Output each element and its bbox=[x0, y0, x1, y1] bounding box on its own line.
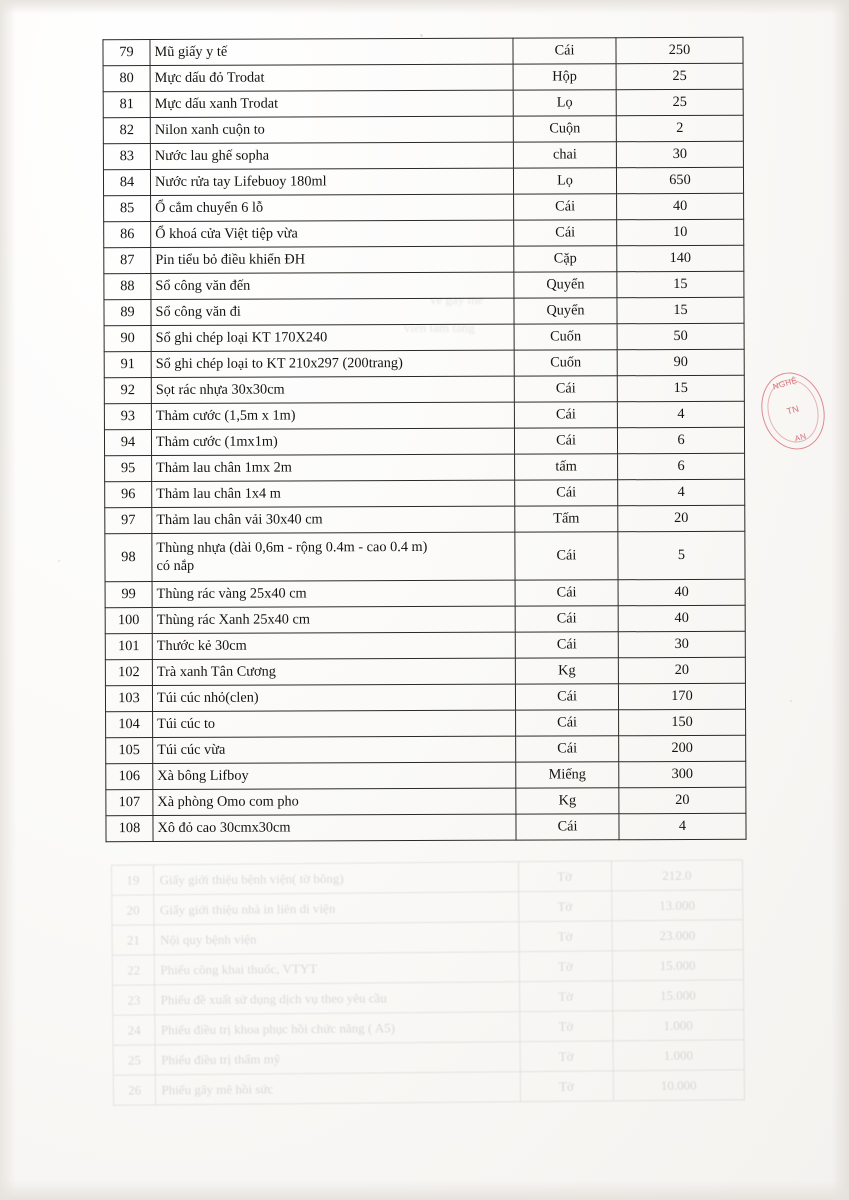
cell-no: 83 bbox=[103, 144, 150, 170]
bleed-cell-unit: Tờ bbox=[519, 981, 612, 1012]
cell-quantity: 150 bbox=[619, 709, 746, 735]
cell-quantity: 40 bbox=[618, 605, 745, 631]
table-row bbox=[105, 505, 745, 533]
cell-item-name: Nước lau ghế sopha bbox=[150, 142, 513, 169]
cell-quantity: 300 bbox=[619, 761, 746, 787]
bleed-cell-no: 25 bbox=[113, 1045, 156, 1075]
cell-quantity: 200 bbox=[619, 735, 746, 761]
bleed-cell-qty: 15.000 bbox=[612, 980, 744, 1011]
cell-item-name: Ổ khoá cửa Việt tiệp vừa bbox=[151, 220, 514, 247]
bleed-cell-name: Phiếu công khai thuốc, VTYT bbox=[155, 952, 519, 985]
table-row bbox=[106, 761, 746, 789]
cell-item-name: Thùng rác Xanh 25x40 cm bbox=[152, 606, 515, 633]
scan-speck bbox=[58, 560, 60, 562]
cell-quantity: 15 bbox=[617, 375, 744, 401]
bleed-cell-unit: Tờ bbox=[519, 951, 612, 982]
cell-no: 92 bbox=[104, 378, 151, 404]
cell-item-name: Sọt rác nhựa 30x30cm bbox=[151, 376, 514, 403]
table-row bbox=[104, 193, 744, 221]
bleed-cell-no: 19 bbox=[111, 865, 154, 895]
cell-no: 91 bbox=[104, 352, 151, 378]
table-row bbox=[106, 735, 746, 763]
cell-quantity: 30 bbox=[616, 141, 743, 167]
table-row bbox=[105, 479, 745, 507]
table-row bbox=[104, 271, 744, 299]
cell-quantity: 140 bbox=[617, 245, 744, 271]
bleed-cell-name: Phiếu điều trị khoa phục hồi chức năng ( A5) bbox=[155, 1012, 519, 1045]
cell-unit: Cái bbox=[514, 402, 617, 428]
cell-quantity: 40 bbox=[618, 579, 745, 605]
cell-item-name: Nước rửa tay Lifebuoy 180ml bbox=[150, 168, 513, 195]
table-row bbox=[104, 323, 744, 351]
bleed-cell-unit: Tờ bbox=[518, 921, 611, 952]
bleed-cell-unit: Tờ bbox=[518, 891, 611, 922]
bleed-cell-name: Phiếu đề xuất sử dụng dịch vụ theo yêu cầu bbox=[155, 982, 519, 1015]
cell-item-name-line2: có nắp bbox=[156, 557, 195, 574]
bleed-cell-qty: 1.000 bbox=[612, 1010, 744, 1041]
table-row bbox=[103, 37, 743, 65]
cell-item-name: Sổ công văn đến bbox=[151, 272, 514, 299]
cell-quantity: 6 bbox=[618, 453, 745, 479]
bleed-cell-name: Phiếu điều trị thẩm mỹ bbox=[156, 1042, 520, 1075]
cell-item-name: Xô đỏ cao 30cmx30cm bbox=[153, 814, 516, 841]
bleed-cell-no: 20 bbox=[112, 895, 155, 925]
cell-no: 82 bbox=[103, 118, 150, 144]
cell-unit: Cuốn bbox=[514, 350, 617, 376]
bleed-cell-qty: 23.000 bbox=[612, 920, 744, 951]
cell-unit: Hộp bbox=[513, 64, 616, 90]
cell-unit: Kg bbox=[516, 788, 619, 814]
cell-item-name: Nilon xanh cuộn to bbox=[150, 116, 513, 143]
cell-unit: Cái bbox=[515, 480, 618, 506]
cell-no: 87 bbox=[104, 248, 151, 274]
cell-no: 79 bbox=[103, 40, 150, 66]
cell-no: 100 bbox=[105, 608, 152, 634]
cell-item-name-line1: Thùng nhựa (dài 0,6m - rộng 0.4m - cao 0.4 m) bbox=[156, 539, 428, 557]
bleed-cell-name: Nội quy bệnh viện bbox=[154, 922, 518, 955]
bleed-word: vien tam tang bbox=[404, 320, 475, 335]
bleed-word: ve gay me bbox=[430, 292, 484, 307]
cell-unit: Cái bbox=[516, 814, 619, 840]
cell-no: 107 bbox=[106, 790, 153, 816]
table-row bbox=[104, 219, 744, 247]
cell-quantity: 4 bbox=[618, 479, 745, 505]
cell-item-name: Xà phòng Omo com pho bbox=[153, 788, 516, 815]
bleed-cell-qty: 10.000 bbox=[613, 1070, 745, 1101]
cell-unit: Cái bbox=[515, 532, 618, 580]
bleed-through-table bbox=[111, 859, 745, 1106]
cell-no: 90 bbox=[104, 326, 151, 352]
cell-item-name: Sổ ghi chép loại KT 170X240 bbox=[151, 324, 514, 351]
cell-item-name: Thước kẻ 30cm bbox=[152, 632, 515, 659]
cell-no: 101 bbox=[105, 634, 152, 660]
cell-no: 103 bbox=[105, 686, 152, 712]
cell-item-name: Sổ ghi chép loại to KT 210x297 (200trang) bbox=[151, 350, 514, 377]
cell-no: 94 bbox=[104, 430, 151, 456]
bleed-cell-no: 24 bbox=[113, 1015, 156, 1045]
cell-quantity: 20 bbox=[618, 657, 745, 683]
cell-no: 89 bbox=[104, 300, 151, 326]
cell-unit: Cái bbox=[514, 376, 617, 402]
bleed-cell-unit: Tờ bbox=[520, 1071, 613, 1102]
cell-quantity: 4 bbox=[617, 401, 744, 427]
table-row bbox=[105, 453, 745, 481]
cell-item-name: Túi cúc to bbox=[153, 710, 516, 737]
cell-no: 108 bbox=[106, 816, 153, 842]
cell-item-name: Ổ cắm chuyển 6 lỗ bbox=[151, 194, 514, 221]
bleed-cell-unit: Tờ bbox=[520, 1041, 613, 1072]
cell-no: 85 bbox=[104, 196, 151, 222]
bleed-cell-unit: Tờ bbox=[518, 861, 611, 892]
official-round-stamp bbox=[752, 365, 833, 457]
cell-quantity: 170 bbox=[618, 683, 745, 709]
cell-item-name: Thảm cước (1,5m x 1m) bbox=[151, 402, 514, 429]
cell-item-name: Pin tiểu bỏ điều khiển ĐH bbox=[151, 246, 514, 273]
cell-unit: Cuốn bbox=[514, 324, 617, 350]
scan-speck bbox=[790, 700, 792, 702]
cell-quantity: 30 bbox=[618, 631, 745, 657]
cell-item-name: Trà xanh Tân Cương bbox=[152, 658, 515, 685]
cell-no: 104 bbox=[106, 712, 153, 738]
stamp-bottom-text: AN bbox=[793, 431, 808, 444]
stamp-mid-text: TN bbox=[785, 403, 800, 417]
cell-unit: Cuộn bbox=[513, 116, 616, 142]
cell-no: 99 bbox=[105, 582, 152, 608]
bleed-row bbox=[113, 1070, 744, 1106]
bleed-cell-qty: 1.000 bbox=[613, 1040, 745, 1071]
bleed-cell-qty: 212.0 bbox=[611, 860, 743, 891]
table-row bbox=[105, 531, 745, 581]
cell-item-name: Mũ giấy y tế bbox=[150, 38, 513, 65]
bleed-cell-unit: Tờ bbox=[519, 1011, 612, 1042]
cell-no: 80 bbox=[103, 66, 150, 92]
cell-quantity: 15 bbox=[617, 297, 744, 323]
cell-no: 95 bbox=[105, 456, 152, 482]
cell-unit: chai bbox=[513, 142, 616, 168]
cell-item-name bbox=[152, 532, 515, 581]
page-edge-left bbox=[0, 0, 16, 1200]
cell-quantity: 40 bbox=[617, 193, 744, 219]
table-row bbox=[105, 631, 745, 659]
cell-quantity: 650 bbox=[616, 167, 743, 193]
cell-no: 88 bbox=[104, 274, 151, 300]
cell-quantity: 50 bbox=[617, 323, 744, 349]
bleed-cell-no: 23 bbox=[113, 985, 156, 1015]
cell-item-name: Thảm lau chân vải 30x40 cm bbox=[152, 506, 515, 533]
cell-no: 86 bbox=[104, 222, 151, 248]
cell-unit: Cái bbox=[514, 220, 617, 246]
cell-item-name: Thảm lau chân 1x4 m bbox=[152, 480, 515, 507]
table-row bbox=[104, 427, 744, 455]
cell-no: 96 bbox=[105, 482, 152, 508]
table-row bbox=[106, 813, 746, 841]
cell-no: 106 bbox=[106, 764, 153, 790]
page-edge-right bbox=[831, 0, 849, 1200]
cell-unit: Cái bbox=[515, 684, 618, 710]
cell-no: 105 bbox=[106, 738, 153, 764]
cell-item-name: Xà bông Lifboy bbox=[153, 762, 516, 789]
cell-quantity: 90 bbox=[617, 349, 744, 375]
cell-item-name: Thảm lau chân 1mx 2m bbox=[152, 454, 515, 481]
page-edge-bottom bbox=[0, 1180, 849, 1200]
bleed-cell-qty: 13.000 bbox=[611, 890, 743, 921]
items-table bbox=[102, 37, 745, 842]
cell-item-name: Thùng rác vàng 25x40 cm bbox=[152, 580, 515, 607]
cell-no: 84 bbox=[103, 170, 150, 196]
cell-item-name: Thảm cước (1mx1m) bbox=[151, 428, 514, 455]
bleed-cell-no: 21 bbox=[112, 925, 155, 955]
cell-item-name: Mực dấu xanh Trodat bbox=[150, 90, 513, 117]
table-row bbox=[103, 141, 743, 169]
table-row bbox=[105, 579, 745, 607]
cell-quantity: 15 bbox=[617, 271, 744, 297]
cell-unit: Cái bbox=[514, 194, 617, 220]
cell-quantity: 20 bbox=[618, 505, 745, 531]
bleed-cell-name: Giấy giới thiệu bệnh viện( tờ bông) bbox=[154, 862, 518, 895]
cell-unit: Cái bbox=[513, 38, 616, 64]
table-row bbox=[105, 605, 745, 633]
cell-quantity: 6 bbox=[617, 427, 744, 453]
cell-unit: Cặp bbox=[514, 246, 617, 272]
table-row bbox=[106, 787, 746, 815]
bleed-cell-no: 22 bbox=[112, 955, 155, 985]
scan-speck bbox=[420, 34, 423, 37]
table-row bbox=[105, 657, 745, 685]
cell-unit: Lọ bbox=[513, 90, 616, 116]
cell-unit: Tấm bbox=[515, 506, 618, 532]
table-row bbox=[104, 375, 744, 403]
table-row bbox=[103, 167, 743, 195]
cell-no: 81 bbox=[103, 92, 150, 118]
table-row bbox=[103, 89, 743, 117]
cell-unit: Cái bbox=[516, 710, 619, 736]
cell-no: 102 bbox=[105, 660, 152, 686]
cell-quantity: 2 bbox=[616, 115, 743, 141]
cell-quantity: 250 bbox=[616, 37, 743, 63]
cell-item-name: Túi cúc nhỏ(clen) bbox=[152, 684, 515, 711]
cell-quantity: 5 bbox=[618, 531, 745, 579]
bleed-cell-name: Giấy giới thiệu nhà in liên di viện bbox=[154, 892, 518, 925]
cell-unit: Cái bbox=[515, 580, 618, 606]
cell-quantity: 4 bbox=[619, 813, 746, 839]
table-row bbox=[104, 245, 744, 273]
table-row bbox=[103, 115, 743, 143]
table-row bbox=[104, 349, 744, 377]
cell-quantity: 25 bbox=[616, 89, 743, 115]
bleed-cell-name: Phiếu gây mê hồi sức bbox=[156, 1072, 520, 1105]
cell-unit: Cái bbox=[516, 736, 619, 762]
stamp-top-text: NGHỆ bbox=[771, 375, 799, 392]
cell-unit: tấm bbox=[515, 454, 618, 480]
table-row bbox=[103, 63, 743, 91]
cell-unit: Cái bbox=[514, 428, 617, 454]
cell-unit: Cái bbox=[515, 606, 618, 632]
table-row bbox=[104, 297, 744, 325]
cell-quantity: 25 bbox=[616, 63, 743, 89]
cell-unit: Cái bbox=[515, 632, 618, 658]
cell-item-name: Mực dấu đỏ Trodat bbox=[150, 64, 513, 91]
cell-no: 97 bbox=[105, 508, 152, 534]
bleed-cell-no: 26 bbox=[113, 1075, 156, 1105]
table-row bbox=[105, 683, 745, 711]
cell-quantity: 10 bbox=[617, 219, 744, 245]
page-edge-top bbox=[0, 0, 849, 14]
cell-quantity: 20 bbox=[619, 787, 746, 813]
table-row bbox=[106, 709, 746, 737]
cell-item-name: Túi cúc vừa bbox=[153, 736, 516, 763]
cell-item-name: Sổ công văn đi bbox=[151, 298, 514, 325]
bleed-cell-qty: 15.000 bbox=[612, 950, 744, 981]
cell-unit: Quyển bbox=[514, 298, 617, 324]
cell-no: 93 bbox=[104, 404, 151, 430]
cell-unit: Kg bbox=[515, 658, 618, 684]
cell-unit: Quyển bbox=[514, 272, 617, 298]
cell-unit: Miếng bbox=[516, 762, 619, 788]
cell-no: 98 bbox=[105, 534, 152, 582]
cell-unit: Lọ bbox=[513, 168, 616, 194]
table-row bbox=[104, 401, 744, 429]
